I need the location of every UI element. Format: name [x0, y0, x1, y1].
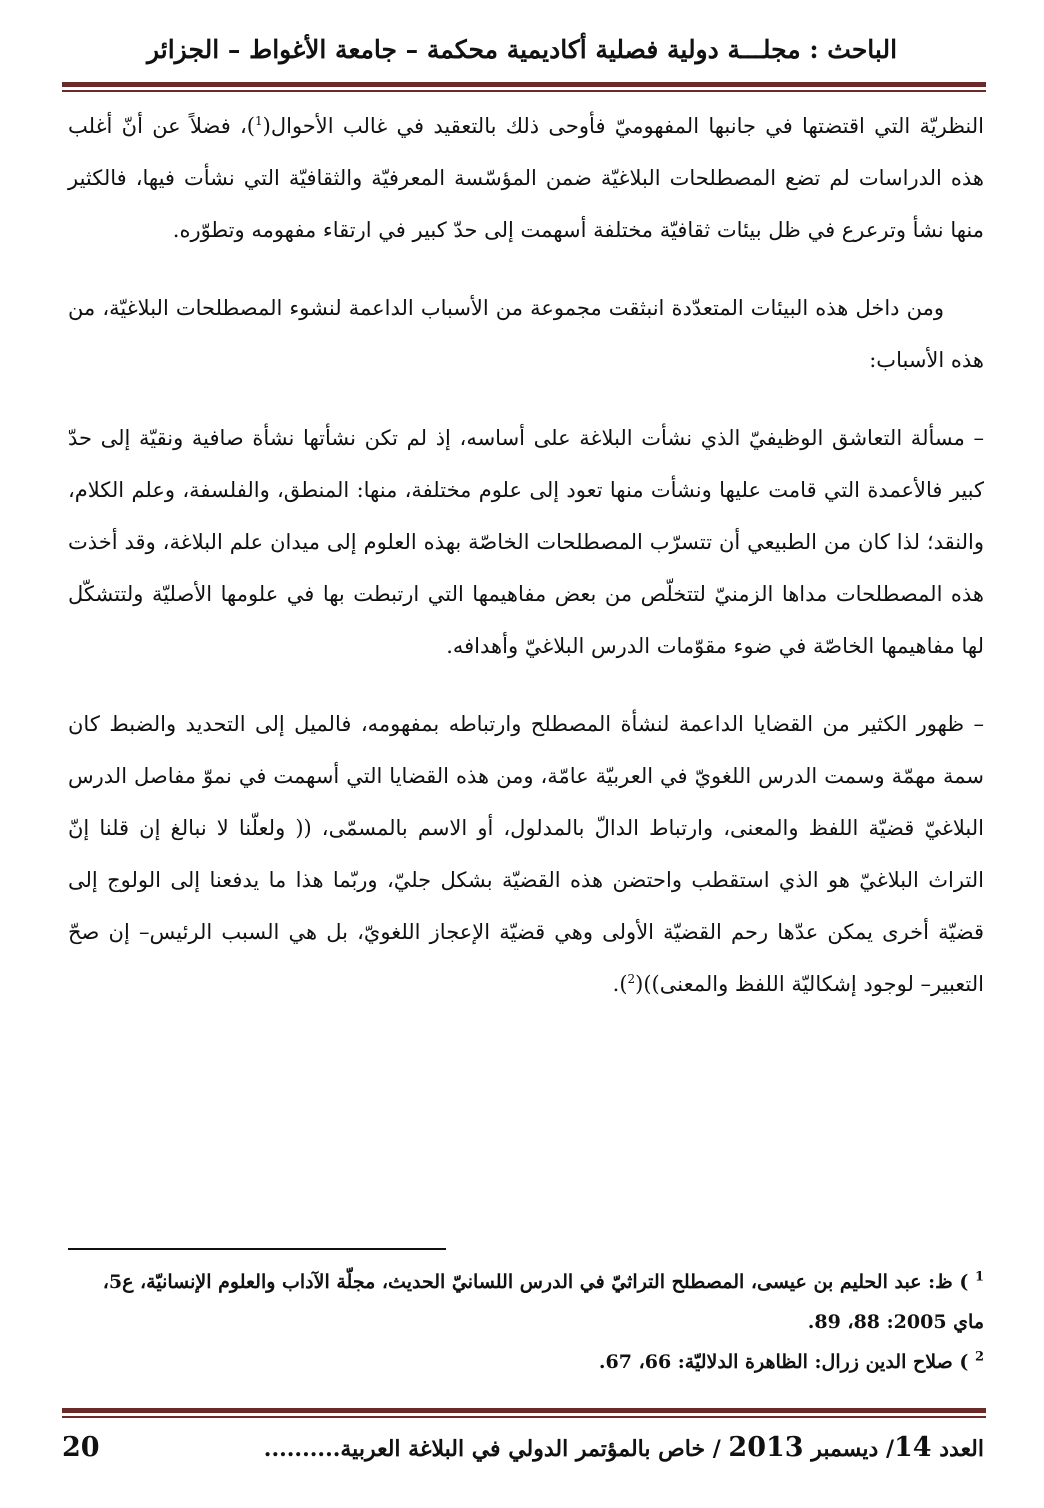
footnotes: [68, 1262, 984, 1382]
footnote-2-text: ) صلاح الدين زرال: الظاهرة الدلاليّة: 66، 67.: [598, 1351, 969, 1373]
paragraph-4: [68, 698, 984, 1010]
issue-label: العدد: [931, 1436, 984, 1462]
paragraph-4-text-b: ).: [612, 972, 628, 996]
journal-title: الباحث : مجلـــة دولية فصلية أكاديمية محكمة – جامعة الأغواط – الجزائر: [146, 35, 898, 64]
issue-year: 2013: [728, 1432, 804, 1463]
footnote-2-number: 2: [974, 1349, 984, 1365]
footnote-separator: [68, 1248, 446, 1250]
paragraph-3: – مسألة التعاشق الوظيفيّ الذي نشأت البلاغة على أساسه، إذ لم تكن نشأتها نشأة صافية ونقيّة إلى حدّ كبير فالأعمدة التي قامت عليها ونشأت منها تعود إلى علوم مختلفة، منها: المنطق، والفلسفة، وعلم الكلام، والنقد؛ لذا كان من الطبيعي أن تتسرّب المصطلحات الخاصّة بهذه العلوم إلى ميدان علم البلاغة، وقد أخذت هذه المصطلحات مداها الزمنيّ لتتخلّص من بعض مفاهيمها التي ارتبطت بها في علومها الأصليّة ولتتشكّل لها مفاهيمها الخاصّة في ضوء مقوّمات الدرس البلاغيّ وأهدافه.: [68, 426, 984, 658]
footnote-1: [68, 1262, 984, 1342]
footnote-ref-1: 1: [255, 114, 263, 128]
header-rule-thin: [62, 90, 986, 92]
footer-rule-thin: [62, 1416, 986, 1418]
page-number: 20: [62, 1432, 100, 1463]
paragraph-2: ومن داخل هذه البيئات المتعدّدة انبثقت مجموعة من الأسباب الداعمة لنشوء المصطلحات البلاغيّة، من هذه الأسباب:: [68, 296, 984, 372]
paragraph-4-text-a: – ظهور الكثير من القضايا الداعمة لنشأة المصطلح وارتباطه بمفهومه، فالميل إلى التحديد والضبط كان سمة مهمّة وسمت الدرس اللغويّ في العربيّة عامّة، ومن هذه القضايا التي أسهمت في نموّ مفاصل الدرس البلاغيّ قضيّة اللفظ والمعنى، وارتباط الدالّ بالمدلول، أو الاسم بالمسمّى، (( ولعلّنا لا نبالغ إن قلنا إنّ التراث البلاغيّ هو الذي استقطب واحتضن هذه القضيّة بشكل جليّ، وربّما هذا ما يدفعنا إلى الولوج إلى قضيّة أخرى يمكن عدّها رحم القضيّة الأولى وهي قضيّة الإعجاز اللغويّ، بل هي السبب الرئيس– إن صحّ التعبير– لوجود إشكاليّة اللفظ والمعنى))(: [68, 712, 984, 996]
header-rule-thick: [62, 82, 986, 87]
footnote-2: [68, 1342, 984, 1382]
issue-month: / ديسمبر: [803, 1436, 894, 1462]
issue-info: [264, 1426, 984, 1471]
footer-rule-thick: [62, 1408, 986, 1413]
issue-description: / خاص بالمؤتمر الدولي في البلاغة العربية..........: [263, 1436, 729, 1462]
paragraph-1: [68, 100, 984, 256]
journal-footer: [62, 1426, 984, 1471]
issue-number: 14: [893, 1432, 932, 1463]
paragraph-1-text-a: النظريّة التي اقتضتها في جانبها المفهوميّ فأوحى ذلك بالتعقيد في غالب الأحوال(: [262, 114, 984, 138]
footnote-1-number: 1: [974, 1269, 984, 1285]
footnote-1-text: ) ظ: عبد الحليم بن عيسى، المصطلح التراثيّ في الدرس اللسانيّ الحديث، مجلّة الآداب والعلوم الإنسانيّة، ع5، ماي 2005: 88، 89.: [102, 1271, 984, 1333]
paragraph-1-text-b: )، فضلاً عن أنّ أغلب هذه الدراسات لم تضع المصطلحات البلاغيّة ضمن المؤسّسة المعرفيّة والثقافيّة التي نشأت فيها، فالكثير منها نشأ وترعرع في ظل بيئات ثقافيّة مختلفة أسهمت إلى حدّ كبير في ارتقاء مفهومه وتطوّره.: [68, 114, 984, 242]
footnote-ref-2: 2: [627, 972, 636, 986]
journal-header: [60, 30, 984, 70]
article-body: [68, 100, 984, 1010]
